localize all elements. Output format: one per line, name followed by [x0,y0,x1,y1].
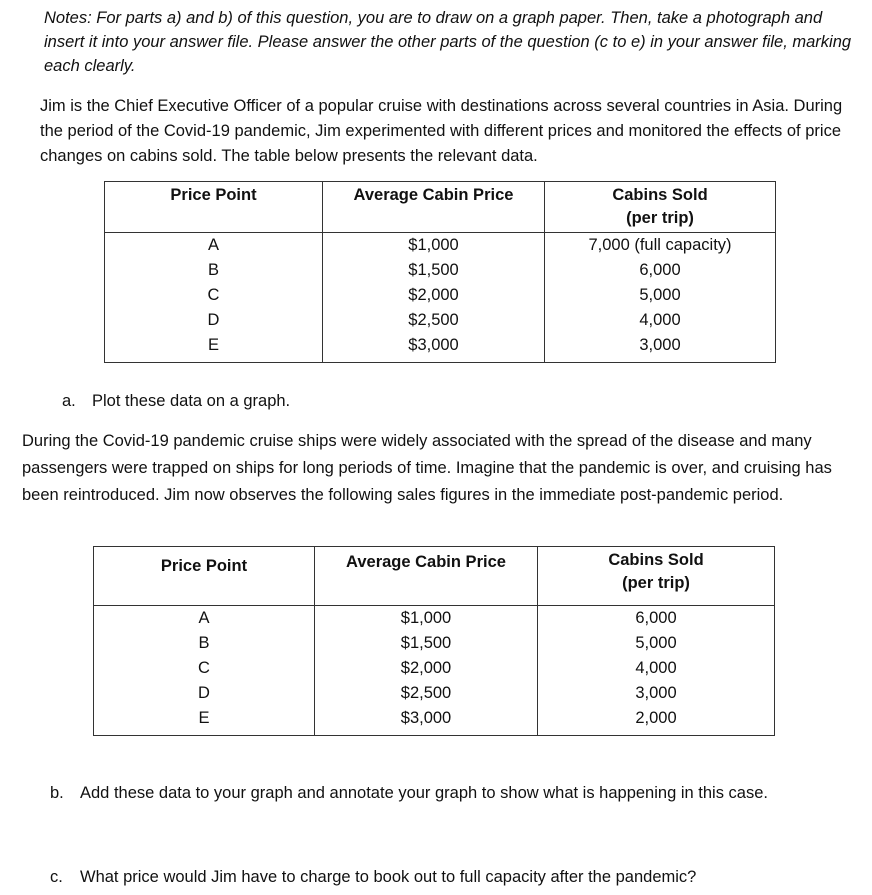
table-cell: B [198,634,210,652]
price-column [315,606,538,736]
header-price-point: Price Point [105,182,323,233]
table-cell: 3,000 [639,336,681,354]
price-point-column [105,233,323,363]
header-cabins-sold [538,547,775,606]
table-cell: $1,500 [408,261,459,279]
table-cell: D [207,311,220,329]
header-cabins-sold-line2: (per trip) [622,574,690,592]
header-price-point: Price Point [94,547,315,606]
table-cell: 5,000 [635,634,677,652]
table-cell: $2,500 [408,311,459,329]
price-column [323,233,545,363]
table-cell: 3,000 [635,684,677,702]
table-cell: E [207,336,219,354]
table-cell: C [207,286,220,304]
question-b-label: b. [50,784,64,802]
table-cell: 2,000 [635,709,677,727]
table-cell: A [207,236,219,254]
header-average-cabin-price: Average Cabin Price [315,547,538,606]
table-cell: $3,000 [400,709,452,727]
table-cell: 4,000 [635,659,677,677]
table-cell: $1,000 [400,609,452,627]
table-cell: 6,000 [635,609,677,627]
cabins-sold-column [538,606,775,736]
table-cell: 4,000 [639,311,681,329]
table-cell: C [198,659,210,677]
question-c-label: c. [50,868,63,886]
header-cabins-sold-line1: Cabins Sold [612,186,708,204]
table-cell: $1,000 [408,236,459,254]
header-average-cabin-price: Average Cabin Price [323,182,545,233]
table-cell: $2,500 [400,684,452,702]
question-c-text: What price would Jim have to charge to book out to full capacity after the pandemic? [80,868,697,886]
notes-paragraph: Notes: For parts a) and b) of this question, you are to draw on a graph paper. Then, take a photograph and insert it into your answer file. Please answer the other parts of the question (c to e) in your answer file, marking each clearly. [44,9,852,75]
table-cell: A [198,609,210,627]
table-cell: $2,000 [400,659,452,677]
cabins-sold-column [545,233,776,363]
question-a [62,390,290,412]
intro-paragraph: Jim is the Chief Executive Officer of a popular cruise with destinations across several countries in Asia. During the period of the Covid-19 pandemic, Jim experimented with different prices and monitored the effects of price changes on cabins sold. The table below presents the relevant data. [40,97,843,165]
table-cell: $2,000 [408,286,459,304]
table-cell: 6,000 [639,261,681,279]
table-cell: 5,000 [639,286,681,304]
question-a-text: Plot these data on a graph. [92,392,291,410]
post-pandemic-paragraph: During the Covid-19 pandemic cruise ships were widely associated with the spread of the disease and many passengers were trapped on ships for long periods of time. Imagine that the pandemic is over, and cruising has been reintroduced. Jim now observes the following sales figures in the immediate post-pandemic period. [22,432,832,504]
table-cell: $3,000 [408,336,459,354]
header-cabins-sold [545,182,776,233]
table-cell: D [198,684,210,702]
question-c [50,866,696,888]
table-header-row [105,182,776,233]
table-body-row [105,233,776,363]
table-body-row [94,606,775,736]
price-point-column [94,606,315,736]
table-header-row [94,547,775,606]
table-cell: 7,000 (full capacity) [588,236,732,254]
question-b [50,782,768,804]
pre-pandemic-table [104,181,776,363]
header-cabins-sold-line1: Cabins Sold [608,551,704,569]
table-cell: E [198,709,210,727]
post-pandemic-table [93,546,775,736]
header-cabins-sold-line2: (per trip) [626,209,694,227]
question-a-label: a. [62,392,76,410]
question-b-text: Add these data to your graph and annotate your graph to show what is happening in this case. [80,784,768,802]
table-cell: $1,500 [400,634,452,652]
table-cell: B [207,261,219,279]
